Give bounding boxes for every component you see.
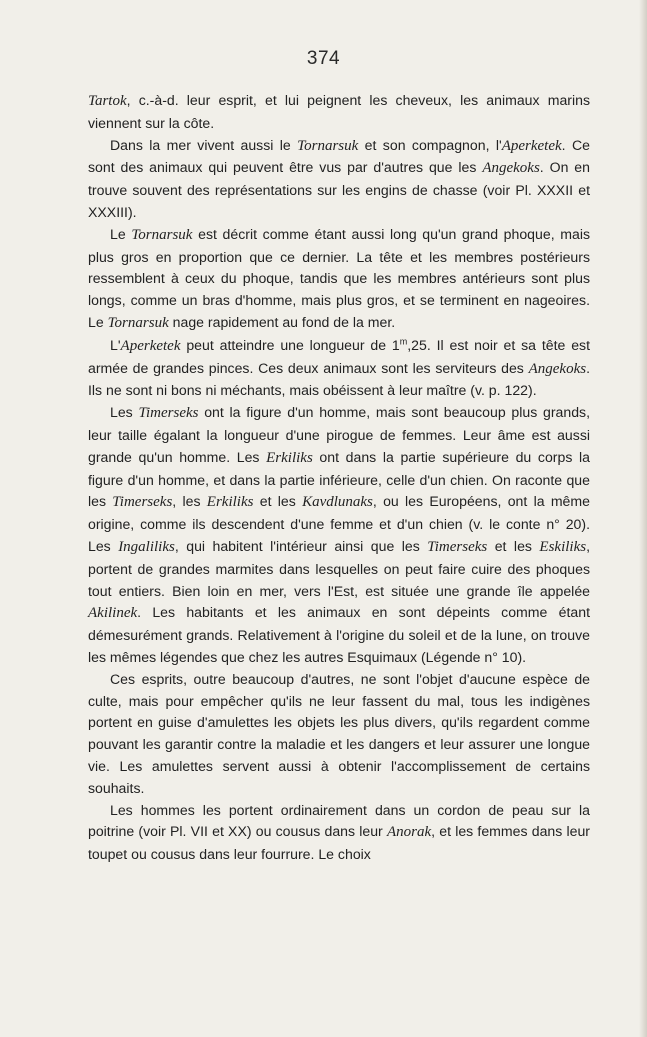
text-run: Les hommes les portent ordinairement dans un cordon de peau sur la poitrine (voir Pl. VII et XX) ou cousus dans leur: [88, 801, 590, 840]
text-run: et les: [487, 537, 540, 554]
text-run: et les: [253, 493, 303, 510]
text-run: Les: [110, 404, 139, 421]
italic-term: Aperketek: [120, 337, 181, 354]
text-run: ,25. Il est noir et sa tête est armée de grandes pinces. Ces deux animaux sont les serviteurs des: [88, 336, 591, 376]
text-run: , ou les Européens, ont la même origine, comme ils descendent d'une femme et d'un chien (v. le conte n° 20). Les: [88, 493, 590, 554]
italic-term: Anorak: [386, 824, 432, 841]
text-run: , et les femmes dans leur toupet ou cousus dans leur fourrure. Le choix: [88, 823, 590, 863]
text-run: . Ce sont des animaux qui peuvent être vus par d'autres que les: [88, 136, 590, 176]
italic-term: Tornarsuk: [107, 314, 169, 331]
italic-term: Erkiliks: [206, 494, 254, 511]
italic-term: Timerseks: [138, 405, 199, 422]
paragraph: [88, 224, 590, 335]
italic-term: Tornarsuk: [297, 137, 359, 154]
text-run: , portent de grandes marmites dans lesquelles on peut faire cuire des phoques tout entiers. Bien loin en mer, vers l'Est, est située une grande île appelée: [88, 537, 590, 599]
italic-term: Angekoks: [528, 360, 587, 377]
text-run: ont dans la partie supérieure du corps la figure d'un homme, et dans la partie inférieure, celle d'un chien. On raconte que les: [88, 448, 590, 510]
text-run: nage rapidement au fond de la mer.: [168, 313, 396, 330]
text-run: Le: [110, 225, 132, 242]
text-run: . On en trouve souvent des représentations sur les engins de chasse (voir Pl. XXXII et XXXIII).: [88, 159, 590, 220]
superscript: m: [399, 336, 408, 347]
text-run: Dans la mer vivent aussi le: [110, 136, 298, 153]
text-run: , qui habitent l'intérieur ainsi que les: [174, 537, 428, 554]
paragraph: [88, 669, 590, 800]
text-run: et son compagnon, l': [358, 136, 502, 153]
italic-term: Erkiliks: [266, 449, 313, 466]
italic-term: Akilinek: [88, 605, 138, 622]
italic-term: Tornarsuk: [131, 226, 193, 243]
paragraph: [88, 135, 590, 224]
page-number: 374: [306, 48, 341, 69]
italic-term: Timerseks: [112, 494, 173, 511]
text-run: Ces esprits, outre beaucoup d'autres, ne sont l'objet d'aucune espèce de culte, mais pour empêcher qu'ils ne leur fassent du mal, tous les indigènes portent en guise d'amulettes les objets les plus divers, qu'ils regardent comme pouvant les garantir contre la maladie et les dangers et leur assurer une longue vie. Les amulettes servent aussi à obtenir l'accomplissement de certains souhaits.: [88, 670, 590, 796]
page-edge-shadow: [639, 0, 647, 1037]
italic-term: Ingaliliks: [118, 538, 175, 555]
body-text: [88, 90, 590, 866]
paragraph: [88, 402, 590, 669]
italic-term: Timerseks: [427, 538, 488, 555]
italic-term: Angekoks: [482, 160, 540, 177]
text-run: L': [110, 336, 121, 353]
text-run: . Les habitants et les animaux en sont dépeints comme étant démesurément grands. Relativement à l'origine du soleil et de la lune, on trouve les mêmes légendes que chez les autres Esquimaux (Légende n° 10).: [88, 604, 590, 665]
paragraph: [88, 335, 590, 402]
paragraph: [88, 800, 590, 866]
text-run: ont la figure d'un homme, mais sont beaucoup plus grands, leur taille égalant la longueur d'une pirogue de femmes. Leur âme est aussi grande qu'un homme. Les: [88, 404, 590, 465]
text-run: peut atteindre une longueur de 1: [180, 336, 400, 353]
text-run: est décrit comme étant aussi long qu'un grand phoque, mais plus gros en proportion que ce dernier. La tête et les membres postérieurs ressemblent à ceux du phoque, tandis que les membres antérieurs sont plus longs, comme un bras d'homme, mais plus gros, et se terminent en nageoires. Le: [88, 225, 591, 330]
text-run: , c.-à-d. leur esprit, et lui peignent les cheveux, les animaux marins viennent sur la côte.: [88, 92, 590, 131]
paragraph: [88, 90, 590, 135]
italic-term: Eskiliks: [539, 538, 587, 555]
italic-term: Aperketek: [501, 137, 562, 154]
italic-term: Kavdlunaks: [302, 494, 373, 511]
text-run: , les: [172, 493, 207, 510]
italic-term: Tartok: [88, 93, 127, 109]
text-run: . Ils ne sont ni bons ni méchants, mais obéissent à leur maître (v. p. 122).: [88, 359, 590, 399]
